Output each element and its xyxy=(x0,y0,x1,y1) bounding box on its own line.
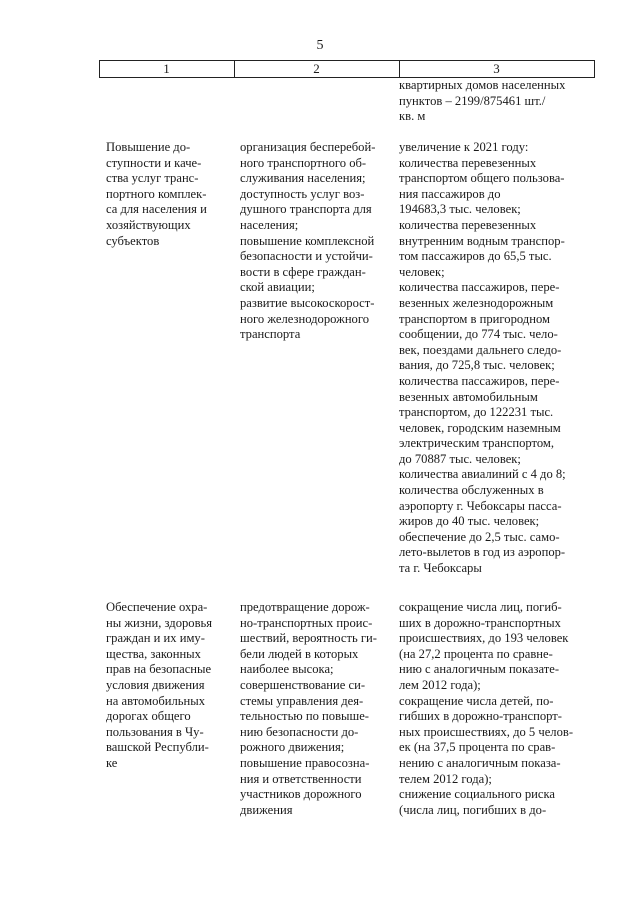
text-line: человек, городским наземным xyxy=(399,420,561,435)
text-line: ного железнодорожного xyxy=(240,311,370,326)
text-line: вашской Республи- xyxy=(106,740,209,755)
text-line: аэропорту г. Чебоксары пасса- xyxy=(399,498,562,513)
text-line: движения xyxy=(240,802,293,817)
text-line: са для населения и xyxy=(106,202,207,217)
text-line: нию с аналогичным показате- xyxy=(399,662,560,677)
text-line: бели людей в которых xyxy=(240,646,359,661)
text-line: гибших в дорожно-транспорт- xyxy=(399,709,562,724)
text-line: повышение правосозна- xyxy=(240,755,370,770)
text-line: количества пассажиров, пере- xyxy=(399,280,560,295)
text-line: портного комплек- xyxy=(106,186,207,201)
continuation-text xyxy=(399,78,595,125)
text-line: ния пассажиров до xyxy=(399,186,501,201)
text-line: телем 2012 года); xyxy=(399,771,492,786)
text-line: пользования в Чу- xyxy=(106,724,204,739)
row-2-tasks xyxy=(240,600,387,818)
text-line: развитие высокоскорост- xyxy=(240,295,375,310)
text-line: количества обслуженных в xyxy=(399,483,544,498)
text-line: вости в сфере граждан- xyxy=(240,264,366,279)
text-line: количества перевезенных xyxy=(399,217,537,232)
text-line: транспортом общего пользова- xyxy=(399,171,565,186)
text-line: пунктов – 2199/875461 шт./ xyxy=(399,93,546,108)
text-line: до 70887 тыс. человек; xyxy=(399,451,521,466)
text-line: ния и ответственности xyxy=(240,771,362,786)
text-line: служивания населения; xyxy=(240,171,366,186)
text-line: количества авиалиний с 4 до 8; xyxy=(399,467,566,482)
text-line: субъектов xyxy=(106,233,160,248)
text-line: прав на безопасные xyxy=(106,662,212,677)
text-line: предотвращение дорож- xyxy=(240,600,370,614)
text-line: везенных автомобильным xyxy=(399,389,538,404)
text-line: шествий, вероятность ги- xyxy=(240,631,377,646)
text-line: повышение комплексной xyxy=(240,233,375,248)
row-1-tasks xyxy=(240,140,387,343)
row-2-goal xyxy=(106,600,228,772)
text-line: кв. м xyxy=(399,109,426,124)
text-line: ших в дорожно-транспортных xyxy=(399,615,561,630)
text-line: жиров до 40 тыс. человек; xyxy=(399,514,540,529)
text-line: доступность услуг воз- xyxy=(240,186,365,201)
page-number: 5 xyxy=(316,38,324,53)
text-line: наиболее высока; xyxy=(240,662,334,677)
text-line: снижение социального риска xyxy=(399,787,555,802)
text-line: щества, законных xyxy=(106,646,201,661)
text-line: увеличение к 2021 году: xyxy=(399,140,529,154)
text-line: ступности и каче- xyxy=(106,155,202,170)
text-line: безопасности и устойчи- xyxy=(240,249,373,264)
header-divider xyxy=(594,61,595,77)
text-line: но-транспортных проис- xyxy=(240,615,373,630)
text-line: рожного движения; xyxy=(240,740,345,755)
text-line: душного транспорта для xyxy=(240,202,372,217)
text-line: ных происшествиях, до 5 челов- xyxy=(399,724,574,739)
text-line: везенных железнодорожным xyxy=(399,295,554,310)
text-line: нению с аналогичным показа- xyxy=(399,755,561,770)
text-line: сокращение числа детей, по- xyxy=(399,693,554,708)
text-line: век, поездами дальнего следо- xyxy=(399,342,562,357)
text-line: сокращение числа лиц, погиб- xyxy=(399,600,562,614)
row-1-results xyxy=(399,140,595,577)
text-line: ке xyxy=(106,755,118,770)
text-line: ек (на 37,5 процента по срав- xyxy=(399,740,556,755)
text-line: населения; xyxy=(240,217,299,232)
text-line: та г. Чебоксары xyxy=(399,561,482,576)
text-line: хозяйствующих xyxy=(106,217,191,232)
text-line: (числа лиц, погибших в до- xyxy=(399,802,547,817)
text-line: сообщении, до 774 тыс. чело- xyxy=(399,327,558,342)
text-line: Повышение до- xyxy=(106,140,191,154)
text-line: том пассажиров до 65,5 тыс. xyxy=(399,249,552,264)
text-line: вания, до 725,8 тыс. человек; xyxy=(399,358,555,373)
text-line: внутренним водным транспор- xyxy=(399,233,565,248)
header-col-2: 2 xyxy=(313,61,320,76)
text-line: на автомобильных xyxy=(106,693,206,708)
header-col-3: 3 xyxy=(493,61,500,76)
text-line: граждан и их иму- xyxy=(106,631,205,646)
text-line: происшествиях, до 193 человек xyxy=(399,631,569,646)
text-line: ской авиации; xyxy=(240,280,315,295)
text-line: дорогах общего xyxy=(106,709,191,724)
row-2-results xyxy=(399,600,595,818)
row-1-goal xyxy=(106,140,228,249)
text-line: ны жизни, здоровья xyxy=(106,615,213,630)
text-line: транспортом, до 122231 тыс. xyxy=(399,405,554,420)
text-line: тельностью по повыше- xyxy=(240,709,369,724)
text-line: количества перевезенных xyxy=(399,155,537,170)
text-line: человек; xyxy=(399,264,445,279)
text-line: 194683,3 тыс. человек; xyxy=(399,202,521,217)
text-line: совершенствование си- xyxy=(240,677,366,692)
text-line: условия движения xyxy=(106,677,205,692)
text-line: Обеспечение охра- xyxy=(106,600,208,614)
text-line: ства услуг транс- xyxy=(106,171,199,186)
text-line: лето-вылетов в год из аэропор- xyxy=(399,545,566,560)
table-header xyxy=(99,60,595,78)
text-line: количества пассажиров, пере- xyxy=(399,373,560,388)
header-col-1: 1 xyxy=(163,61,170,76)
text-line: ного транспортного об- xyxy=(240,155,367,170)
text-line: организация бесперебой- xyxy=(240,140,376,154)
text-line: стемы управления дея- xyxy=(240,693,364,708)
text-line: электрическим транспортом, xyxy=(399,436,555,451)
text-line: нию безопасности до- xyxy=(240,724,359,739)
text-line: квартирных домов населенных xyxy=(399,78,566,92)
text-line: (на 27,2 процента по сравне- xyxy=(399,646,553,661)
text-line: транспортом в пригородном xyxy=(399,311,550,326)
text-line: участников дорожного xyxy=(240,787,362,802)
text-line: обеспечение до 2,5 тыс. само- xyxy=(399,529,560,544)
text-line: транспорта xyxy=(240,327,301,342)
text-line: лем 2012 года); xyxy=(399,677,481,692)
